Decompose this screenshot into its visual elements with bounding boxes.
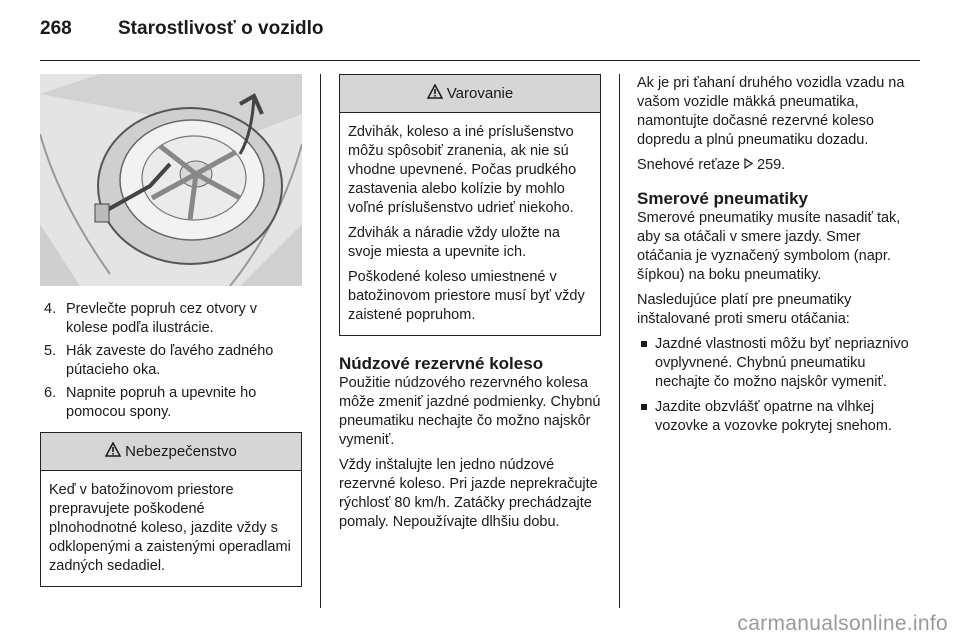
body-paragraph: Smerové pneumatiky musíte nasadiť tak, aby sa otáčali v smere jazdy. Smer otáčania je vyznačený symbolom (napr. šípkou) na boku pneumatiky.	[637, 210, 901, 283]
snow-chains-reference	[637, 156, 919, 175]
danger-title: Nebezpečenstvo	[125, 443, 237, 460]
section-heading: Núdzové rezervné koleso	[339, 354, 544, 373]
warning-triangle-icon	[427, 84, 443, 103]
watermark: carmanualsonline.info	[737, 612, 948, 635]
spare-wheel-drawing	[40, 74, 302, 286]
instruction-steps	[40, 300, 302, 422]
body-paragraph: Použitie núdzového rezervného kolesa môže zmeniť jazdné podmienky. Chybnú pneumatiku nechajte čo možno najskôr vymeniť.	[339, 375, 601, 448]
warning-box-header	[340, 75, 600, 113]
warning-title: Varovanie	[446, 85, 514, 102]
column-middle	[339, 74, 601, 532]
list-item	[40, 342, 302, 380]
page-number: 268	[40, 18, 72, 39]
page-title: Starostlivosť o vozidlo	[118, 18, 324, 39]
step-text: Hák zaveste do ľavého zadného pútacieho oka.	[66, 343, 274, 378]
danger-box	[40, 432, 302, 587]
bullet-list	[637, 335, 919, 436]
warning-paragraph: Zdvihák a náradie vždy uložte na svoje miesta a upevnite ich.	[348, 225, 560, 260]
warning-box-body	[340, 113, 600, 335]
snow-chains-label: Snehové reťaze	[637, 157, 740, 173]
page-header	[40, 18, 920, 48]
danger-text: Keď v batožinovom priestore prepravujete poškodené plnohodnotné koleso, jazdite vždy s odklopenými a zaistenými operadlami zadných sedadiel.	[49, 482, 291, 574]
list-item	[40, 300, 302, 338]
body-paragraph: Nasledujúce platí pre pneumatiky inštalované proti smeru otáčania:	[637, 292, 852, 327]
step-text: Prevlečte popruh cez otvory v kolese podľa ilustrácie.	[66, 301, 258, 336]
body-paragraph: Vždy inštalujte len jedno núdzové rezervné koleso. Pri jazde neprekračujte rýchlosť 80 km/h. Zatáčky prechádzajte pomaly. Nepoužívajte dlhšiu dobu.	[339, 457, 598, 530]
spare-wheel-illustration	[40, 74, 302, 286]
list-item: Jazdné vlastnosti môžu byť nepriaznivo ovplyvnené. Chybnú pneumatiku nechajte čo možno najskôr vymeniť.	[637, 335, 919, 392]
danger-box-body	[41, 471, 301, 586]
warning-paragraph: Poškodené koleso umiestnené v batožinovom priestore musí byť vždy zaistené popruhom.	[348, 269, 585, 323]
page-reference-link[interactable]: 259.	[757, 157, 786, 173]
column-divider	[619, 74, 620, 608]
danger-box-header	[41, 433, 301, 471]
header-divider	[40, 60, 920, 61]
step-number: 4.	[44, 301, 57, 317]
list-item	[40, 384, 302, 422]
page-reference-arrow-icon	[744, 157, 753, 173]
body-paragraph: Ak je pri ťahaní druhého vozidla vzadu na vašom vozidle mäkká pneumatika, namontujte dočasné rezervné koleso dopredu a plnú pneumatiku dozadu.	[637, 75, 905, 148]
step-number: 6.	[44, 385, 57, 401]
warning-box	[339, 74, 601, 336]
step-number: 5.	[44, 343, 57, 359]
column-left	[40, 74, 302, 587]
warning-triangle-icon	[105, 442, 121, 461]
list-item: Jazdite obzvlášť opatrne na vlhkej vozovke a vozovke pokrytej snehom.	[637, 398, 919, 436]
column-divider	[320, 74, 321, 608]
section-heading: Smerové pneumatiky	[637, 189, 809, 208]
column-right	[637, 74, 919, 442]
step-text: Napnite popruh a upevnite ho pomocou spony.	[66, 385, 257, 420]
warning-paragraph: Zdvihák, koleso a iné príslušenstvo môžu spôsobiť zranenia, ak nie sú vhodne upevnené. Počas prudkého zastavenia alebo kolízie by mohlo voľné príslušenstvo udrieť niekoho.	[348, 124, 577, 216]
